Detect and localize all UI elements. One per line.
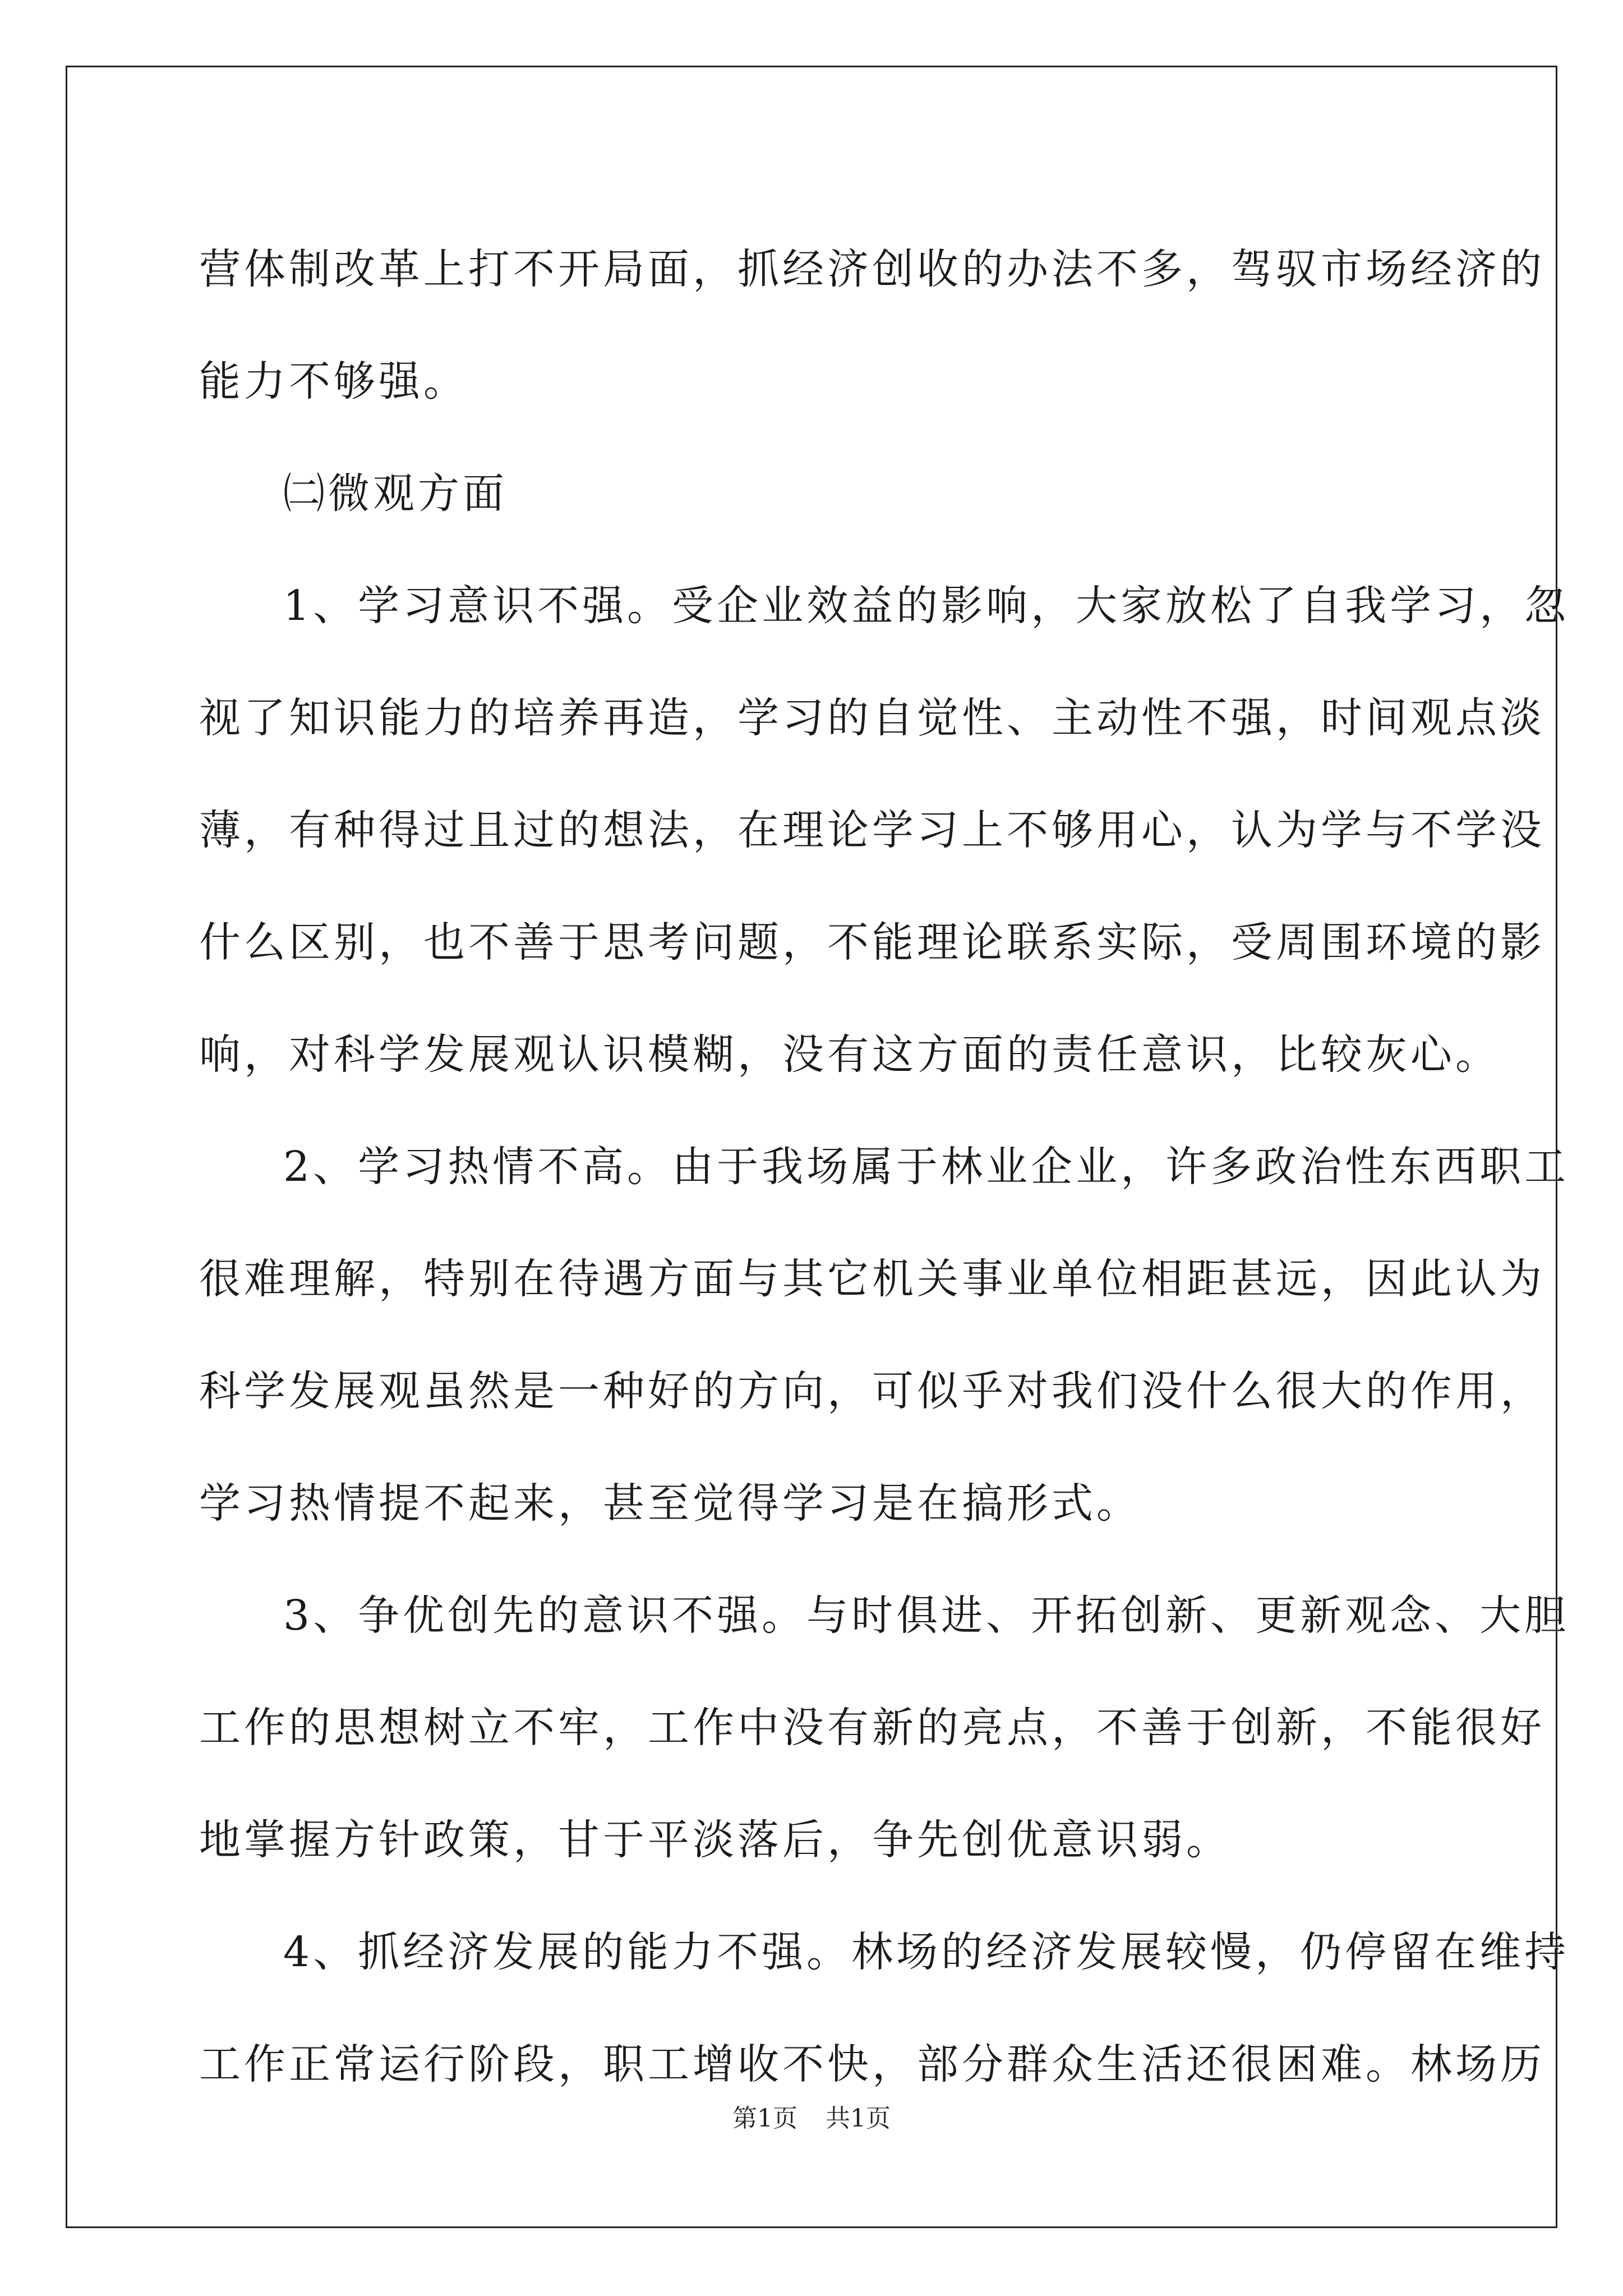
text-line-5: 视了知识能力的培养再造，学习的自觉性、主动性不强，时间观点淡	[199, 694, 1545, 742]
page-footer	[0, 2098, 1623, 2134]
text-line-17: 工作正常运行阶段，职工增收不快，部分群众生活还很困难。林场历	[199, 2040, 1545, 2088]
page-total: 共1页	[826, 2104, 891, 2133]
text-line-13: 3、争优创先的意识不强。与时俱进、开拓创新、更新观念、大胆	[283, 1591, 1570, 1640]
text-line-12: 学习热情提不起来，甚至觉得学习是在搞形式。	[199, 1479, 1141, 1527]
text-line-15: 地掌握方针政策，甘于平淡落后，争先创优意识弱。	[199, 1816, 1231, 1864]
text-line-8: 响，对科学发展观认识模糊，没有这方面的责任意识，比较灰心。	[199, 1030, 1500, 1079]
text-line-11: 科学发展观虽然是一种好的方向，可似乎对我们没什么很大的作用，	[199, 1367, 1545, 1415]
page-number: 第1页	[732, 2104, 797, 2133]
text-line-4: 1、学习意识不强。受企业效益的影响，大家放松了自我学习，忽	[283, 582, 1570, 630]
section-heading: ㈡微观方面	[283, 470, 508, 518]
text-line-16: 4、抓经济发展的能力不强。林场的经济发展较慢，仍停留在维持	[283, 1928, 1570, 1976]
text-line-9: 2、学习热情不高。由于我场属于林业企业，许多政治性东西职工	[283, 1143, 1570, 1191]
text-line-2: 能力不够强。	[199, 357, 468, 406]
text-line-6: 薄，有种得过且过的想法，在理论学习上不够用心，认为学与不学没	[199, 806, 1545, 854]
text-line-7: 什么区别，也不善于思考问题，不能理论联系实际，受周围环境的影	[199, 918, 1545, 967]
document-body	[199, 213, 1570, 2120]
text-line-10: 很难理解，特别在待遇方面与其它机关事业单位相距甚远，因此认为	[199, 1255, 1545, 1303]
text-line-1: 营体制改革上打不开局面，抓经济创收的办法不多，驾驭市场经济的	[199, 245, 1545, 293]
text-line-14: 工作的思想树立不牢，工作中没有新的亮点，不善于创新，不能很好	[199, 1704, 1545, 1752]
